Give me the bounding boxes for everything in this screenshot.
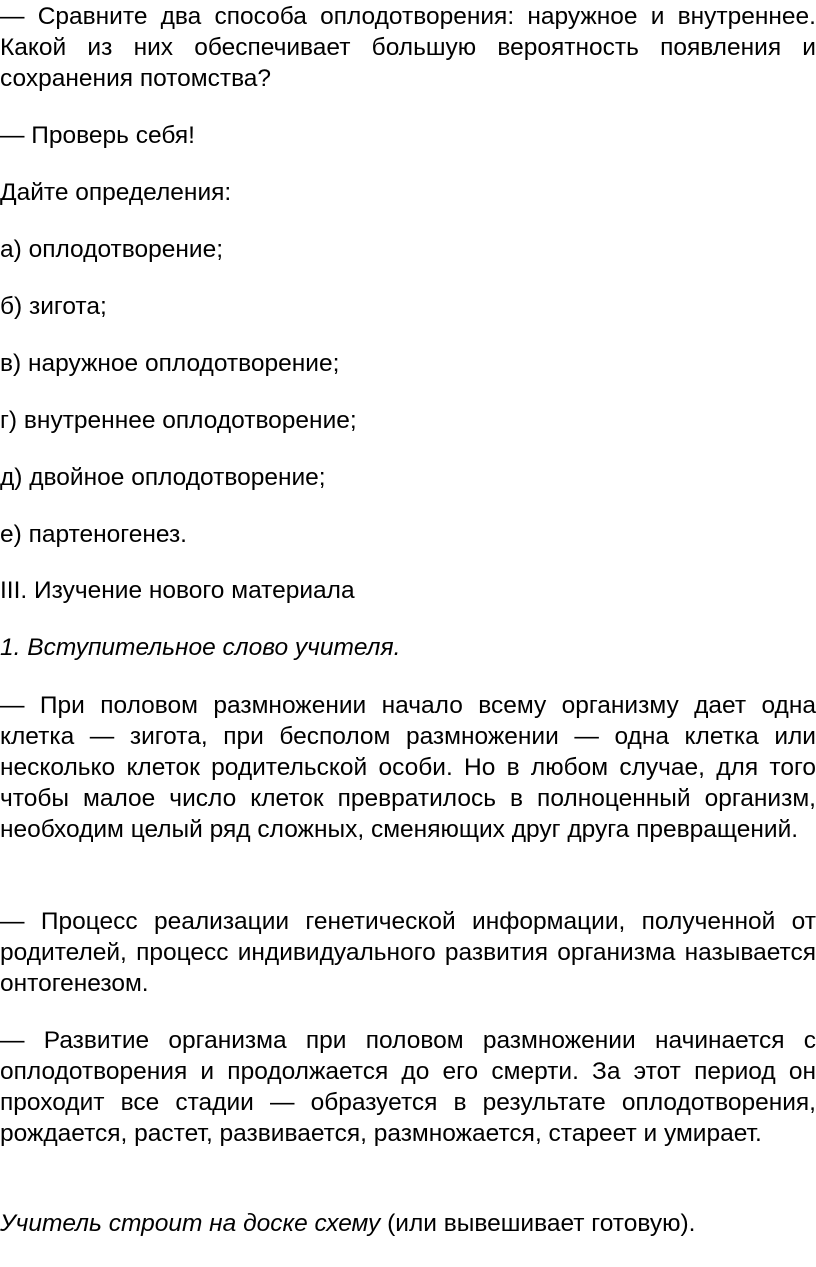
section-heading: III. Изучение нового материала: [0, 577, 355, 604]
body-paragraph-1: — При половом размножении начало всему организму дает одна клетка — зигота, при бесполом размножении — одна клетка или несколько клеток родительской особи. Но в любом случае, для того чтобы малое число клеток превратилось в полноценный организм, необходим целый ряд сложных, сменяющих друг друга превращений.: [0, 692, 816, 843]
list-item-d: д) двойное оплодотворение;: [0, 464, 326, 491]
body-paragraph-3: — Развитие организма при половом размножении начинается с оплодотворения и продолжается до его смерти. За этот период он проходит все стадии — образуется в результате оплодотворения, рождается, растет, развивается, размножается, стареет и умирает.: [0, 1027, 816, 1147]
list-item-b: б) зигота;: [0, 293, 107, 320]
subsection-heading: 1. Вступительное слово учителя.: [0, 634, 401, 661]
body-paragraph-2: — Процесс реализации генетической информации, полученной от родителей, процесс индивидуального развития организма называется онтогенезом.: [0, 908, 816, 997]
list-item-v: в) наружное оплодотворение;: [0, 350, 340, 377]
teacher-instruction-italic: Учитель строит на доске схему: [0, 1210, 381, 1237]
definitions-heading: Дайте определения:: [0, 179, 232, 206]
teacher-instruction: [0, 1208, 695, 1239]
teacher-instruction-normal: (или вывешивает готовую).: [380, 1210, 696, 1237]
check-yourself-line: — Проверь себя!: [0, 122, 195, 149]
list-item-g: г) внутреннее оплодотворение;: [0, 407, 357, 434]
list-item-a: а) оплодотворение;: [0, 236, 224, 263]
list-item-e: е) партеногенез.: [0, 521, 187, 548]
question-paragraph: — Сравните два способа оплодотворения: наружное и внутреннее. Какой из них обеспечивает большую вероятность появления и сохранения потомства?: [0, 3, 816, 92]
